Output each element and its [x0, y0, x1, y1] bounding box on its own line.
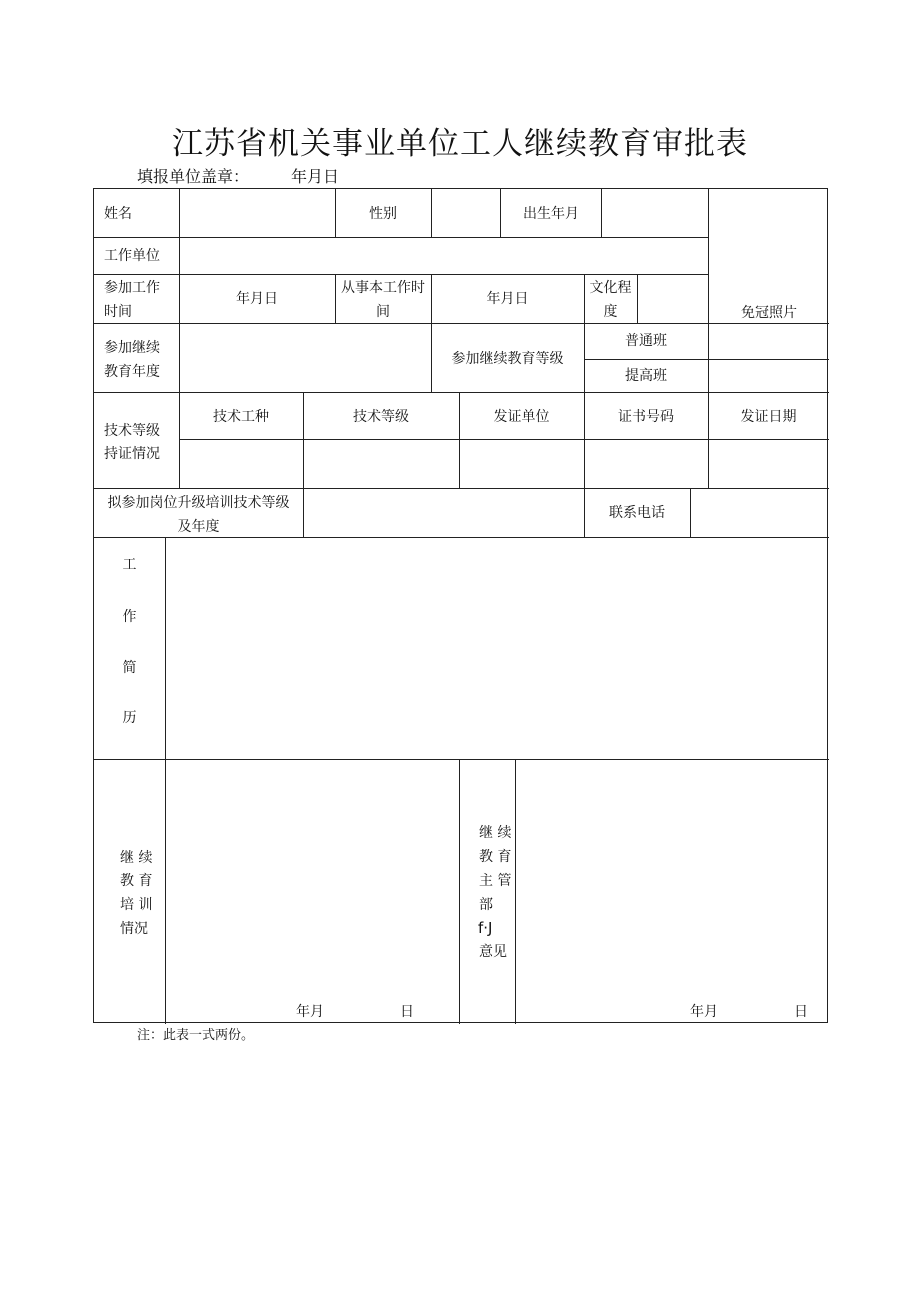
- join-work-time-label-1: 参加工作: [104, 280, 160, 296]
- education-label-1: 文化程: [589, 280, 632, 296]
- training-sign-year-month: 年月: [296, 1004, 324, 1020]
- col-trade-header: 技术工种: [213, 409, 269, 425]
- resume-label-1: 工: [122, 557, 137, 573]
- upgrade-training-label-1: 拟参加岗位升级培训技术等级: [107, 495, 290, 511]
- page-title: 江苏省机关事业单位工人继续教育审批表: [172, 126, 748, 162]
- opinion-label-1: 继 续: [479, 825, 512, 841]
- advanced-class-label: 提高班: [625, 368, 667, 384]
- resume-label-4: 历: [122, 710, 137, 726]
- opinion-label-2: 教 育: [479, 849, 512, 865]
- join-work-time-label-2: 时间: [104, 304, 132, 320]
- resume-label-3: 简: [122, 660, 137, 676]
- footnote: 注：此表一式两份。: [137, 1028, 255, 1043]
- current-work-time-label-1: 从事本工作时: [341, 280, 425, 296]
- training-label-3: 培 训: [120, 897, 153, 913]
- unit-seal-label: 填报单位盖章：: [137, 167, 250, 186]
- col-issue-date-header: 发证日期: [740, 409, 797, 425]
- resume-label-2: 作: [122, 609, 137, 625]
- training-label-4: 情况: [120, 921, 148, 937]
- fill-date-label: 年月日: [291, 167, 340, 186]
- col-level-header: 技术等级: [353, 409, 409, 425]
- cert-status-label-2: 持证情况: [104, 446, 160, 462]
- opinion-sign-year-month: 年月: [690, 1004, 718, 1020]
- col-cert-number-header: 证书号码: [618, 409, 674, 425]
- regular-class-label: 普通班: [625, 333, 667, 349]
- upgrade-training-label-2: 及年度: [177, 519, 220, 535]
- opinion-sign-day: 日: [794, 1004, 808, 1020]
- opinion-label-6: 意见: [479, 944, 507, 960]
- work-unit-label: 工作单位: [104, 248, 160, 264]
- col-issuer-header: 发证单位: [493, 409, 550, 425]
- opinion-label-5: f·J: [478, 919, 493, 937]
- approval-form-table: [93, 188, 828, 1023]
- training-sign-day: 日: [400, 1004, 414, 1020]
- training-label-2: 教 育: [120, 873, 153, 889]
- ce-level-label: 参加继续教育等级: [451, 351, 564, 367]
- ce-year-label-2: 教育年度: [104, 364, 160, 380]
- cert-status-label-1: 技术等级: [104, 423, 160, 439]
- photo-placeholder: 免冠照片: [741, 305, 797, 321]
- birth-date-label: 出生年月: [523, 206, 579, 222]
- current-work-time-label-2: 间: [376, 304, 390, 320]
- current-work-date: 年月日: [486, 291, 529, 307]
- ce-year-label-1: 参加继续: [104, 340, 160, 356]
- gender-label: 性别: [369, 206, 397, 222]
- join-work-date: 年月日: [236, 291, 278, 307]
- training-label-1: 继 续: [120, 850, 153, 866]
- opinion-label-4: 部: [479, 897, 493, 913]
- opinion-label-3: 主 管: [479, 873, 512, 889]
- phone-label: 联系电话: [609, 505, 665, 521]
- name-label: 姓名: [104, 206, 132, 222]
- education-label-2: 度: [603, 304, 618, 320]
